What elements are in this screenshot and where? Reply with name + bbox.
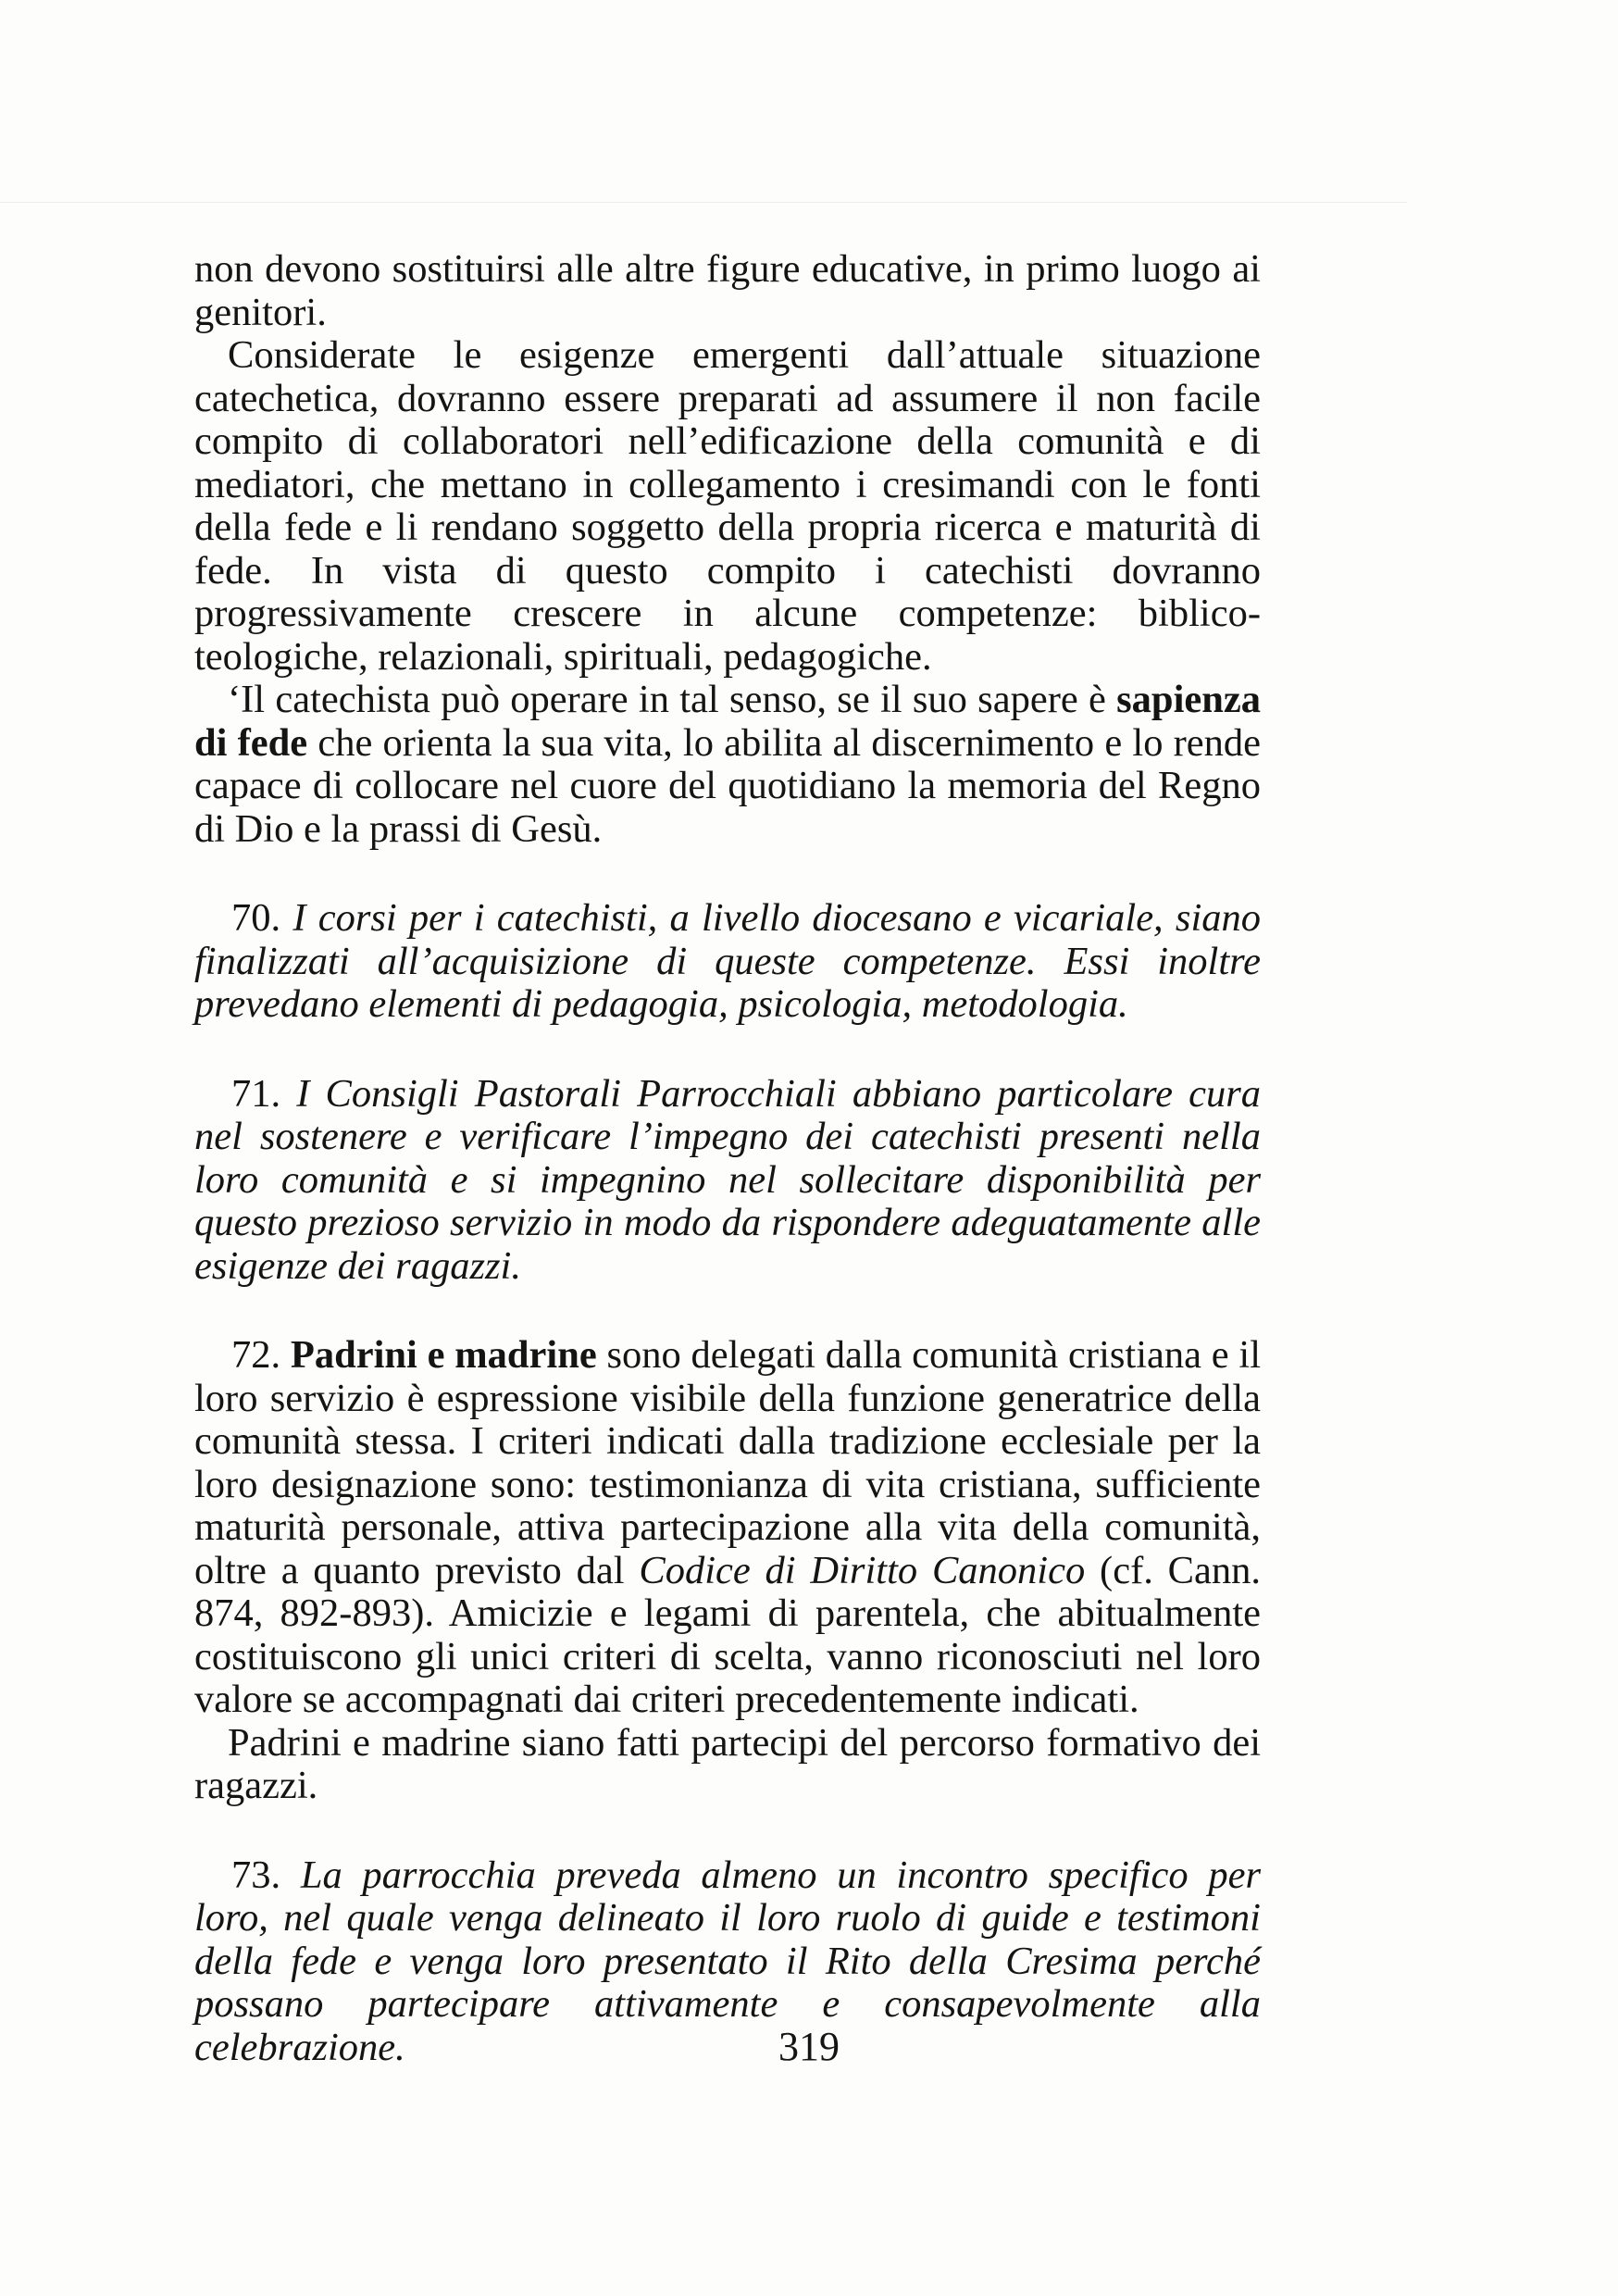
bold-term: Padrini e madrine — [290, 1333, 597, 1377]
bold-term: sapienza di fede — [194, 678, 1261, 765]
scan-edge-line — [0, 202, 1407, 203]
norm-text: I Consigli Pastorali Parrocchiali abbiano particolare cura nel sostenere e verificare l’impegno dei catechisti presenti nella loro comunità e si impegnino nel sollecitare disponibilità per questo prezioso servizio in modo da rispondere adeguatamente alle esigenze dei ragazzi. — [194, 1071, 1261, 1288]
page-number: 319 — [778, 2024, 840, 2069]
text-run: sono delegati dalla comunità cristiana e il loro servizio è espressione visibile della funzione generatrice della comunità stessa. I criteri indicati dalla tradizione ecclesiale per la loro designazione sono: testimonianza di vita cristiana, sufficiente maturità personale, attiva partecipazione alla vita della comunità, oltre a quanto previsto dal — [194, 1333, 1262, 1592]
norm-72 — [194, 1334, 1261, 1722]
text-column — [194, 248, 1261, 2069]
norm-number: 72. — [231, 1333, 281, 1377]
paragraph-wisdom-of-faith — [194, 679, 1261, 851]
italic-title: Codice di Diritto Canonico — [639, 1548, 1086, 1592]
norm-number: 73. — [231, 1853, 281, 1897]
norm-text: I corsi per i catechisti, a livello diocesano e vicariale, siano finalizzati all’acquisizione di queste competenze. Essi inoltre prevedano elementi di pedagogia, psicologia, metodologia. — [194, 896, 1261, 1026]
text-run: (cf. Cann. 874, 892-893). Amicizie e legami di parentela, che abitualmente costituiscono gli unici criteri di scelta, vanno riconosciuti nel loro valore se accompagnati dai criteri precedentemente indicati. — [194, 1548, 1261, 1721]
norm-text: La parrocchia preveda almeno un incontro specifico per loro, nel quale venga delineato il loro ruolo di guide e testimoni della fede e venga loro presentato il Rito della Cresima perché possano partecipare attivamente e consapevolmente alla celebrazione. — [194, 1853, 1261, 2069]
norm-number: 71. — [231, 1071, 281, 1116]
norm-71 — [194, 1073, 1261, 1289]
norm-70 — [194, 897, 1261, 1027]
norm-number: 70. — [231, 896, 281, 940]
paragraph-godparents-formation: Padrini e madrine siano fatti partecipi del percorso formativo dei ragazzi. — [194, 1720, 1261, 1807]
text-run: che orienta la sua vita, lo abilita al discernimento e lo rende capace di collocare nel cuore del quotidiano la memoria del Regno di Dio e la prassi di Gesù. — [194, 720, 1262, 851]
paragraph-catechists-competences: Considerate le esigenze emergenti dall’attuale situazione catechetica, dovranno essere preparati ad assumere il non facile compito di collaboratori nell’edificazione della comunità e di mediatori, che mettano in collegamento i cresimandi con le fonti della fede e li rendano soggetto della propria ricerca e maturità di fede. In vista di questo compito i catechisti dovranno progressivamente crescere in alcune competenze: biblico-teologiche, relazionali, spirituali, pedagogiche. — [194, 333, 1261, 679]
paragraph-continuation: non devono sostituirsi alle altre figure educative, in primo luogo ai genitori. — [194, 247, 1261, 334]
text-run: ‘Il catechista può operare in tal senso, se il suo sapere è — [228, 678, 1117, 721]
